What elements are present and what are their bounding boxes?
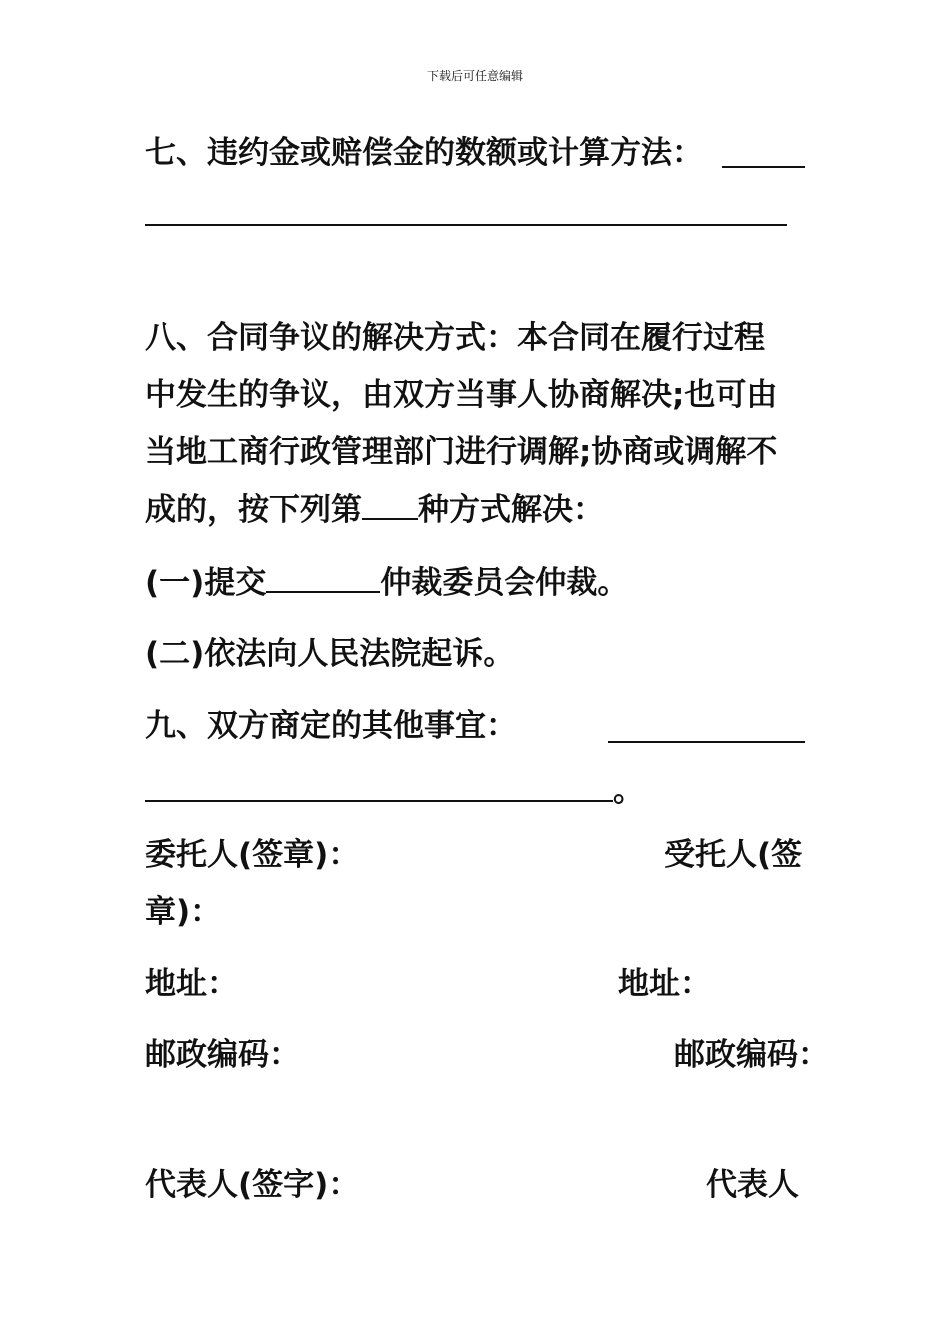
agent-sign-label-b: 章)：	[145, 894, 222, 930]
section-9-line: 九、双方商定的其他事宜：	[145, 708, 517, 744]
client-sign-label: 委托人(签章)：	[145, 837, 360, 873]
section-8-line-4-a: 成的，按下列第	[145, 492, 362, 528]
section-7-blank-2	[145, 224, 787, 226]
section-9-blank-2	[145, 800, 613, 802]
section-9-blank-1	[608, 741, 805, 743]
agent-address-label: 地址：	[618, 966, 711, 1002]
section-7-text: 七、违约金或赔偿金的数额或计算方法：	[145, 135, 703, 171]
client-address-label: 地址：	[145, 966, 238, 1002]
section-8-line-4	[145, 490, 604, 530]
option-1-line	[145, 563, 628, 603]
section-8-line-2: 中发生的争议，由双方当事人协商解决;也可由	[145, 377, 778, 413]
option-1-a: (一)提交	[145, 565, 267, 601]
agent-rep-label: 代表人	[706, 1167, 799, 1203]
section-8-line-3: 当地工商行政管理部门进行调解;协商或调解不	[145, 434, 778, 470]
section-7-line	[145, 133, 703, 173]
option-2-line: (二)依法向人民法院起诉。	[145, 636, 515, 672]
client-zip-label: 邮政编码：	[145, 1037, 300, 1073]
client-rep-label: 代表人(签字)：	[145, 1167, 360, 1203]
option-1-b: 仲裁委员会仲裁。	[380, 565, 629, 601]
agent-sign-label-a: 受托人(签	[664, 837, 803, 873]
section-8-line-4-b: 种方式解决：	[418, 492, 604, 528]
section-9-end-mark: 。	[613, 773, 644, 809]
arbitration-name-blank	[266, 563, 380, 593]
section-7-blank-1	[722, 166, 805, 168]
method-number-blank	[362, 490, 418, 520]
section-8-line-1: 八、合同争议的解决方式：本合同在履行过程	[145, 320, 765, 356]
agent-zip-label: 邮政编码：	[674, 1037, 829, 1073]
page-header-note: 下载后可任意编辑	[426, 69, 523, 83]
